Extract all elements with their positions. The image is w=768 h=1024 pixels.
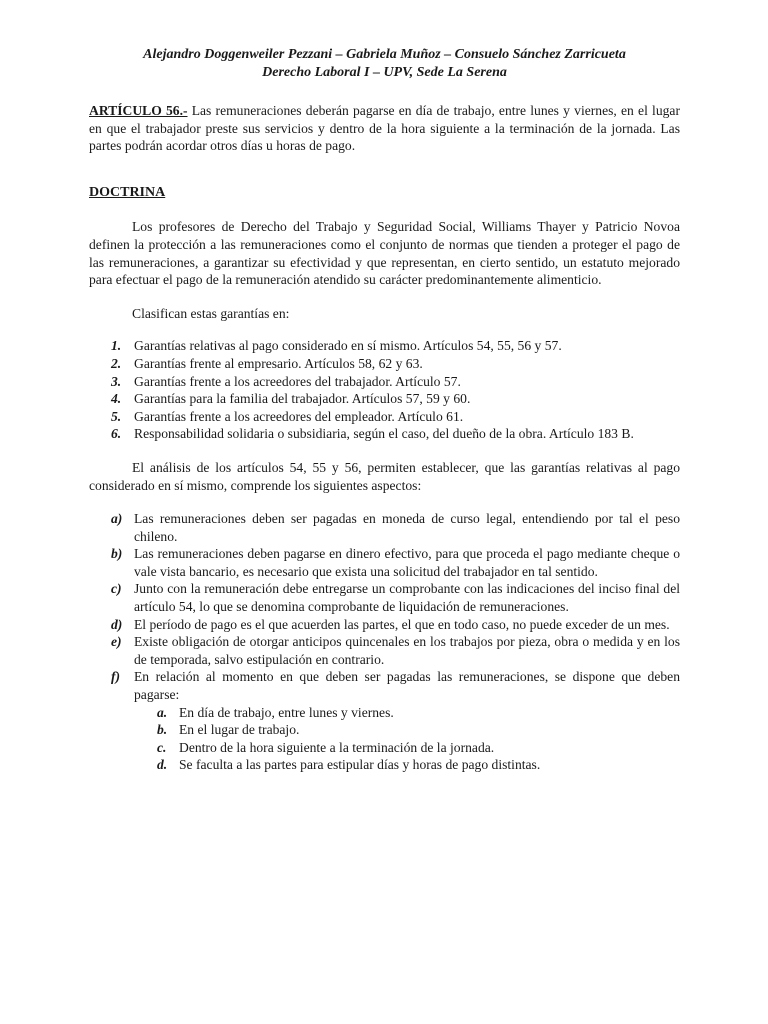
article-paragraph [89,102,680,155]
list-item-text: Responsabilidad solidaria o subsidiaria, según el caso, del dueño de la obra. Artículo 183 B. [134,426,634,442]
list-marker: c) [111,581,122,597]
list-item-text: Garantías frente al empresario. Artículos 58, 62 y 63. [134,355,423,371]
list-marker: 5. [111,408,122,424]
list-item-text: Garantías relativas al pago considerado en sí mismo. Artículos 54, 55, 56 y 57. [134,338,562,354]
sub-list-marker: d. [157,757,168,773]
sub-list-marker: b. [157,722,168,738]
list-item [89,373,680,391]
list-item [89,337,680,355]
doctrina-paragraph-1: Los profesores de Derecho del Trabajo y Seguridad Social, Williams Thayer y Patricio Novoa definen la protección a las remuneraciones como el conjunto de normas que tienden a proteger el pago de las remuneraciones, a garantizar su efectividad y que representan, en cierto sentido, un estatuto mejorado para efectuar el pago de la remuneración atendido su carácter predominantemente alimenticio. [89,219,680,288]
list-item-text: Existe obligación de otorgar anticipos quincenales en los trabajos por pieza, obra o medida y en los de temporada, salvo estipulación en contrario. [134,634,680,667]
document-page [89,46,680,774]
list-marker: e) [111,634,122,650]
list-item [89,510,680,545]
list-item-text: Garantías frente a los acreedores del empleador. Artículo 61. [134,408,464,424]
list-item [89,616,680,634]
list-marker: 2. [111,355,122,371]
list-marker: 4. [111,391,122,407]
list-marker: 3. [111,373,122,389]
article-label: ARTÍCULO 56.- [89,103,188,118]
list-marker: a) [111,511,123,527]
sub-list-item [134,756,680,774]
sub-list-item [134,704,680,722]
sub-list [134,704,680,774]
list-item-text: Garantías para la familia del trabajador. Artículos 57, 59 y 60. [134,391,471,407]
list-marker: b) [111,546,123,562]
document-header [89,46,680,82]
doctrina-paragraph-3: El análisis de los artículos 54, 55 y 56, permiten establecer, que las garantías relativas al pago considerado en sí mismo, comprende los siguientes aspectos: [89,459,680,493]
list-item-text: El período de pago es el que acuerden las partes, el que en todo caso, no puede exceder de un mes. [134,616,670,632]
list-item-text: Las remuneraciones deben ser pagadas en moneda de curso legal, entendiendo por tal el peso chileno. [134,511,680,544]
sub-list-item-text: En día de trabajo, entre lunes y viernes. [179,704,394,720]
header-course: Derecho Laboral I – UPV, Sede La Serena [262,65,507,80]
list-marker: 1. [111,338,122,354]
list-marker: 6. [111,426,122,442]
list-item [89,668,680,774]
sub-list-item [134,721,680,739]
list-item [89,408,680,426]
list-item [89,545,680,580]
header-authors: Alejandro Doggenweiler Pezzani – Gabriela Muñoz – Consuelo Sánchez Zarricueta [143,47,626,62]
list-item [89,355,680,373]
numbered-list [89,337,680,443]
sub-list-marker: a. [157,704,168,720]
sub-list-item [134,739,680,757]
list-item [89,390,680,408]
sub-list-item-text: Se faculta a las partes para estipular días y horas de pago distintas. [179,757,541,773]
article-text: Las remuneraciones deberán pagarse en día de trabajo, entre lunes y viernes, en el lugar en que el trabajador preste sus servicios y dentro de la hora siguiente a la terminación de la jornada. Las partes podrán acordar otros días u horas de pago. [89,103,680,154]
doctrina-paragraph-2: Clasifican estas garantías en: [132,305,290,321]
lettered-list [89,510,680,774]
list-item-text: En relación al momento en que deben ser pagadas las remuneraciones, se dispone que deben pagarse: [134,669,680,703]
list-item-text: Junto con la remuneración debe entregarse un comprobante con las indicaciones del inciso final del artículo 54, lo que se denomina comprobante de liquidación de remuneraciones. [134,581,680,615]
list-item [89,633,680,668]
list-item-text: Las remuneraciones deben pagarse en dinero efectivo, para que proceda el pago mediante cheque o vale vista bancario, es necesario que exista una solicitud del trabajador en tal sentido. [134,546,680,579]
list-item-text: Garantías frente a los acreedores del trabajador. Artículo 57. [134,373,461,389]
list-marker: d) [111,616,123,632]
list-marker: f) [111,669,121,685]
list-item [89,580,680,615]
sub-list-item-text: En el lugar de trabajo. [179,722,300,738]
sub-list-item-text: Dentro de la hora siguiente a la terminación de la jornada. [179,739,495,755]
section-title-doctrina: DOCTRINA [89,184,166,200]
sub-list-marker: c. [157,739,167,755]
list-item [89,425,680,443]
